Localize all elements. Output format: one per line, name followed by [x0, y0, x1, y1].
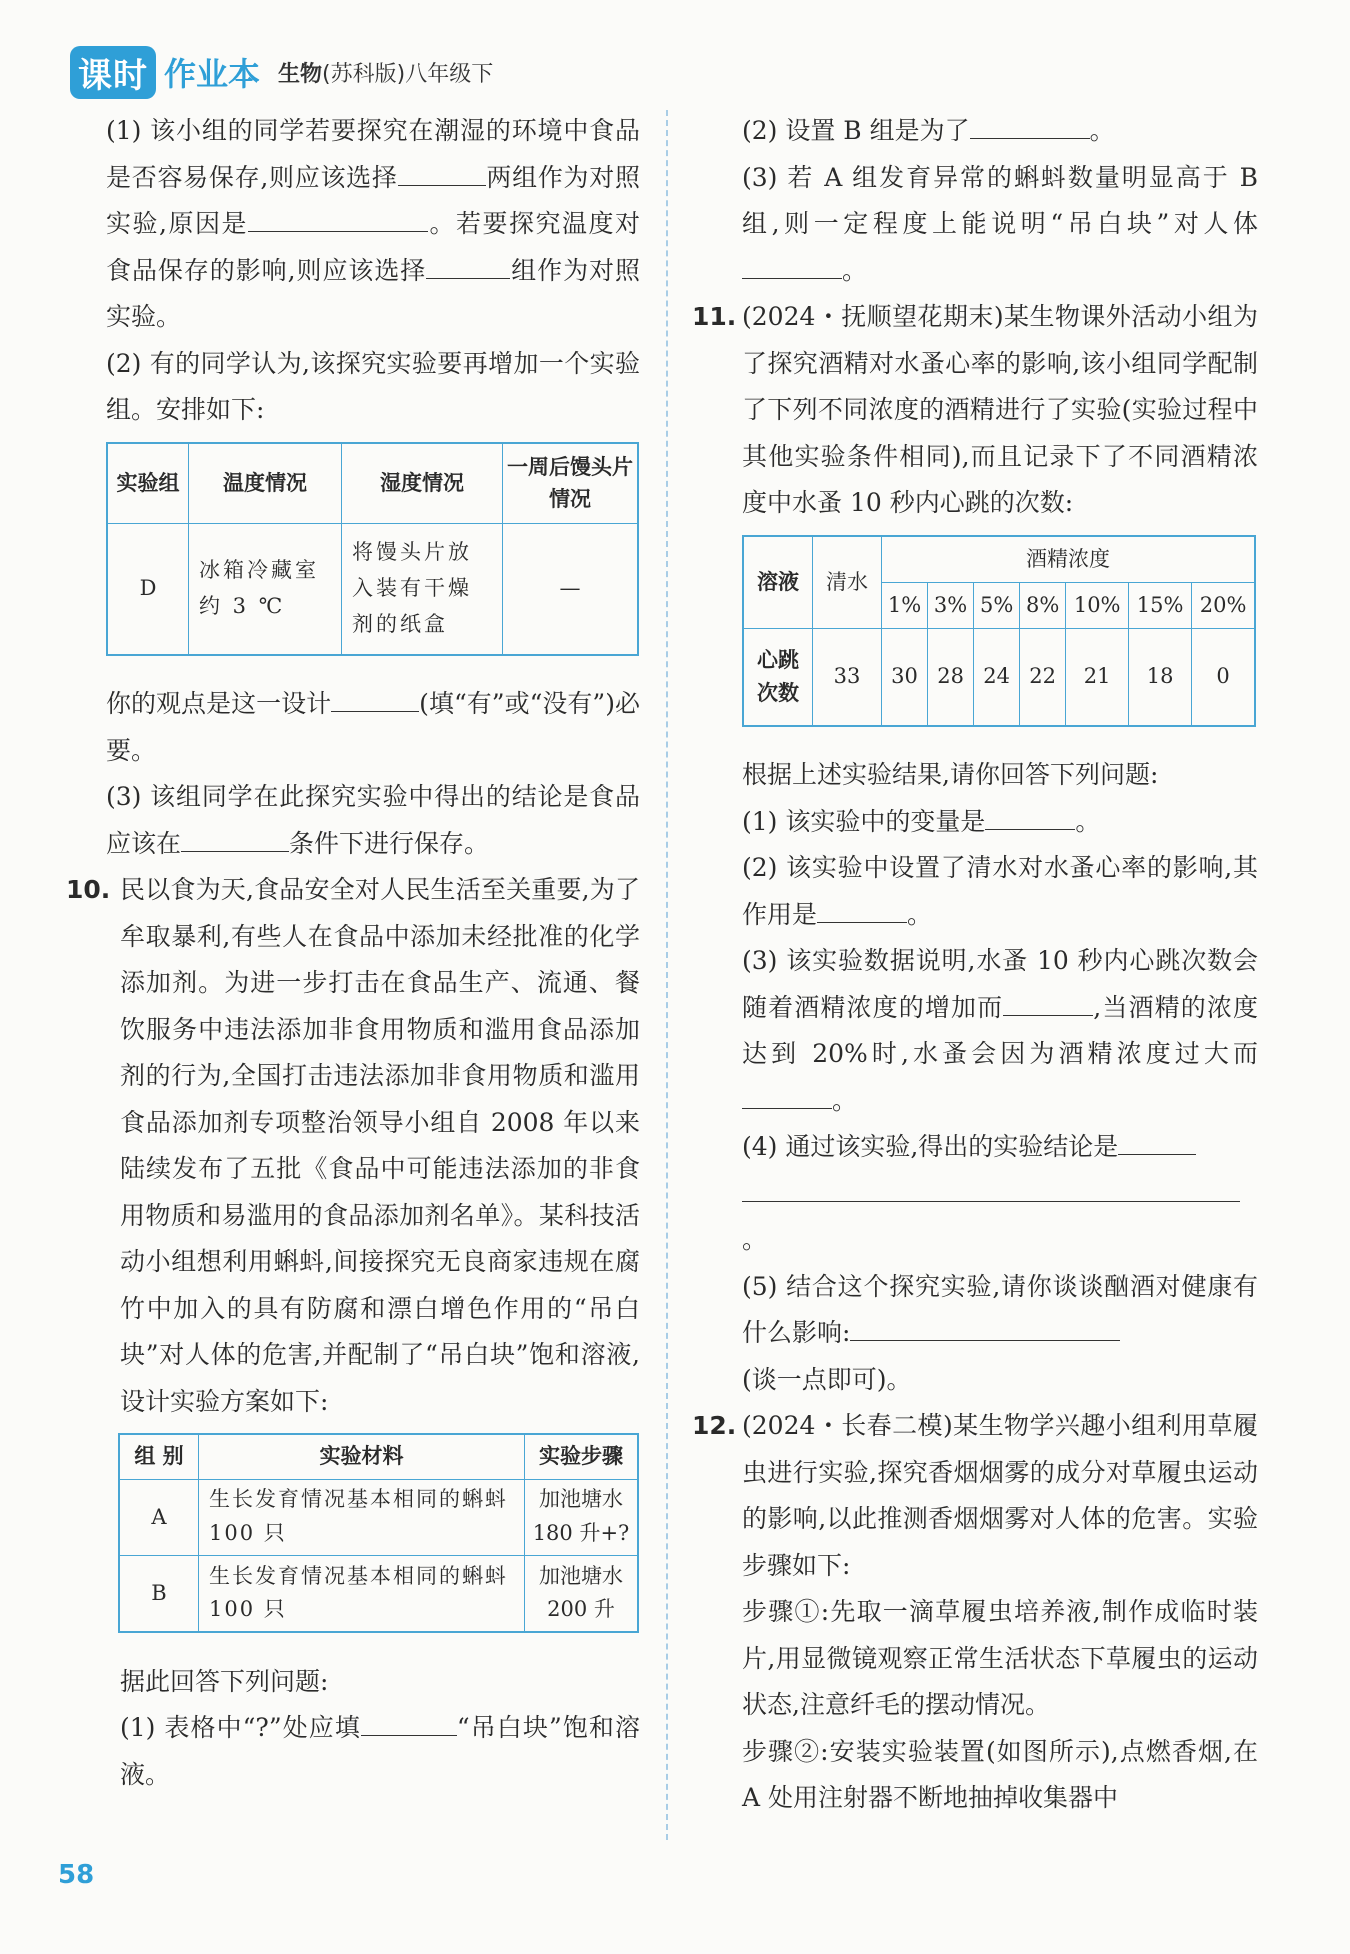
table-cell: 生长发育情况基本相同的蝌蚪 100 只 — [199, 1479, 525, 1555]
answer-blank[interactable] — [985, 799, 1075, 830]
q9-part3: (3) 该组同学在此探究实验中得出的结论是食品应该在 条件下进行保存。 — [106, 782, 640, 858]
answer-blank[interactable] — [742, 248, 842, 279]
subject-edition: (苏科版)八年级下 — [322, 61, 494, 87]
q10-text: 民以食为天,食品安全对人民生活至关重要,为了牟取暴利,有些人在食品中添加未经批准的化学添加剂。为进一步打击在食品生产、流通、餐饮服务中违法添加非食用物质和滥用食品添加剂的行为,全国打击违法添加非食用物质和滥用食品添加剂专项整治领导小组自 2008 年以来陆续发布了五批《食品中可能违法添加的非食用物质和易滥用的食品添加剂名单》。某科技活动小组想利用蝌蚪,间接探究无良商家违规在腐竹中加入的具有防腐和漂白增色作用的“吊白块”对人体的危害,并配制了“吊白块”饱和溶液,设计实验方案如下: — [120, 875, 640, 1416]
answer-blank[interactable] — [850, 1310, 1120, 1341]
q11-part4: (4) 通过该实验,得出的实验结论是 。 — [742, 1124, 1258, 1264]
page-header — [70, 42, 493, 102]
question-11 — [692, 294, 1258, 527]
q12-step1: 步骤①:先取一滴草履虫培养液,制作成临时装片,用显微镜观察正常生活状态下草履虫的运动状态,注意纤毛的摆动情况。 — [742, 1597, 1258, 1719]
q11-part5: (5) 结合这个探究实验,请你谈谈酗酒对健康有什么影响: (谈一点即可)。 — [742, 1271, 1258, 1394]
column-divider — [666, 110, 668, 1840]
table-tadpole-groups — [118, 1433, 639, 1633]
table-cell: B — [120, 1555, 199, 1631]
table-cell: D — [108, 524, 189, 654]
answer-blank[interactable] — [1003, 985, 1093, 1016]
answer-blank[interactable] — [248, 201, 428, 232]
question-10 — [66, 867, 640, 1425]
q9-part2: (2) 有的同学认为,该探究实验要再增加一个实验组。安排如下: — [106, 348, 640, 424]
q11-intro: 根据上述实验结果,请你回答下列问题: — [742, 760, 1159, 789]
table-header: 心跳次数 — [744, 629, 813, 725]
table-cell: 20% — [1192, 583, 1254, 629]
question-12 — [692, 1403, 1258, 1589]
q11-part1: (1) 该实验中的变量是 。 — [742, 799, 1258, 846]
table-cell: 22 — [1020, 629, 1066, 725]
question-number: 10. — [66, 875, 111, 904]
answer-blank[interactable] — [361, 1705, 457, 1736]
table-cell: 加池塘水 200 升 — [525, 1555, 638, 1631]
q9-opinion: 你的观点是这一设计 (填“有”或“没有”)必要。 — [106, 681, 640, 774]
answer-blank[interactable] — [181, 821, 289, 852]
question-number: 11. — [692, 302, 737, 331]
table-cell: 生长发育情况基本相同的蝌蚪 100 只 — [199, 1555, 525, 1631]
table-cell: 0 — [1192, 629, 1254, 725]
page-number: 58 — [58, 1860, 95, 1890]
q12-text: (2024・长春二模)某生物学兴趣小组利用草履虫进行实验,探究香烟烟雾的成分对草履虫运动的影响,以此推测香烟烟雾对人体的危害。实验步骤如下: — [742, 1411, 1258, 1580]
table-header: 实验材料 — [199, 1435, 525, 1479]
q10-part1: (1) 表格中“?”处应填 “吊白块”饱和溶液。 — [106, 1705, 640, 1798]
q12-step2: 步骤②:安装实验装置(如图所示),点燃香烟,在 A 处用注射器不断地抽掉收集器中 — [742, 1736, 1258, 1812]
table-cell: 10% — [1066, 583, 1129, 629]
answer-blank[interactable] — [331, 681, 419, 712]
table-header: 实验组 — [108, 444, 189, 524]
subject-name: 生物 — [278, 61, 323, 87]
table-cell: 21 — [1066, 629, 1129, 725]
table-cell: 18 — [1129, 629, 1192, 725]
table-header: 湿度情况 — [342, 444, 503, 524]
q10-part3: (3) 若 A 组发育异常的蝌蚪数量明显高于 B 组,则一定程度上能说明“吊白块”对人体。 — [742, 162, 1258, 285]
table-header: 温度情况 — [189, 444, 342, 524]
table-cell: — — [503, 524, 638, 654]
table-cell: 33 — [813, 629, 882, 725]
table-cell: 30 — [882, 629, 928, 725]
table-header: 组 别 — [120, 1435, 199, 1479]
q11-text: (2024・抚顺望花期末)某生物课外活动小组为了探究酒精对水蚤心率的影响,该小组同学配制了下列不同浓度的酒精进行了实验(实验过程中其他实验条件相同),而且记录下了不同酒精浓度中水蚤 10 秒内心跳的次数: — [742, 302, 1258, 517]
table-cell: 将馒头片放入装有干燥剂的纸盒 — [342, 524, 503, 654]
table-cell: 8% — [1020, 583, 1066, 629]
answer-blank[interactable] — [426, 248, 510, 279]
table-cell: 5% — [974, 583, 1020, 629]
q11-part2: (2) 该实验中设置了清水对水蚤心率的影响,其作用是 。 — [742, 853, 1258, 929]
left-column — [66, 108, 641, 1798]
right-column — [692, 108, 1258, 1822]
q11-part3: (3) 该实验数据说明,水蚤 10 秒内心跳次数会随着酒精浓度的增加而 ,当酒精的浓度达到 20%时,水蚤会因为酒精浓度过大而。 — [742, 946, 1258, 1115]
table-cell: 加池塘水 180 升+? — [525, 1479, 638, 1555]
table-header: 一周后馒头片情况 — [503, 444, 638, 524]
table-header: 溶液 — [744, 537, 813, 629]
q9-part1: (1) 该小组的同学若要探究在潮湿的环境中食品是否容易保存,则应该选择 两组作为对照实验,原因是 。若要探究温度对食品保存的影响,则应该选择 组作为对照实验。 — [106, 116, 640, 331]
table-cell: A — [120, 1479, 199, 1555]
table-heart-rate — [742, 535, 1256, 727]
logo-title: 作业本 — [164, 55, 261, 93]
answer-blank[interactable] — [742, 1078, 832, 1109]
q10-part2: (2) 设置 B 组是为了 。 — [742, 108, 1258, 155]
table-cell: 1% — [882, 583, 928, 629]
logo-badge: 课时 — [70, 46, 156, 99]
table-cell: 清水 — [813, 537, 882, 629]
answer-blank[interactable] — [1118, 1124, 1196, 1155]
answer-blank[interactable] — [742, 1171, 1240, 1202]
brand-logo — [70, 46, 260, 99]
answer-blank[interactable] — [970, 108, 1090, 139]
q10-intro: 据此回答下列问题: — [120, 1666, 329, 1696]
table-cell: 冰箱冷藏室约 3 ℃ — [189, 524, 342, 654]
table-group-d — [106, 442, 639, 656]
table-cell: 酒精浓度 — [882, 537, 1255, 583]
answer-blank[interactable] — [398, 155, 486, 186]
table-header: 实验步骤 — [525, 1435, 638, 1479]
question-number: 12. — [692, 1411, 737, 1440]
table-cell: 28 — [928, 629, 974, 725]
table-cell: 15% — [1129, 583, 1192, 629]
table-cell: 3% — [928, 583, 974, 629]
subject-label — [278, 57, 493, 88]
table-cell: 24 — [974, 629, 1020, 725]
answer-blank[interactable] — [817, 892, 907, 923]
